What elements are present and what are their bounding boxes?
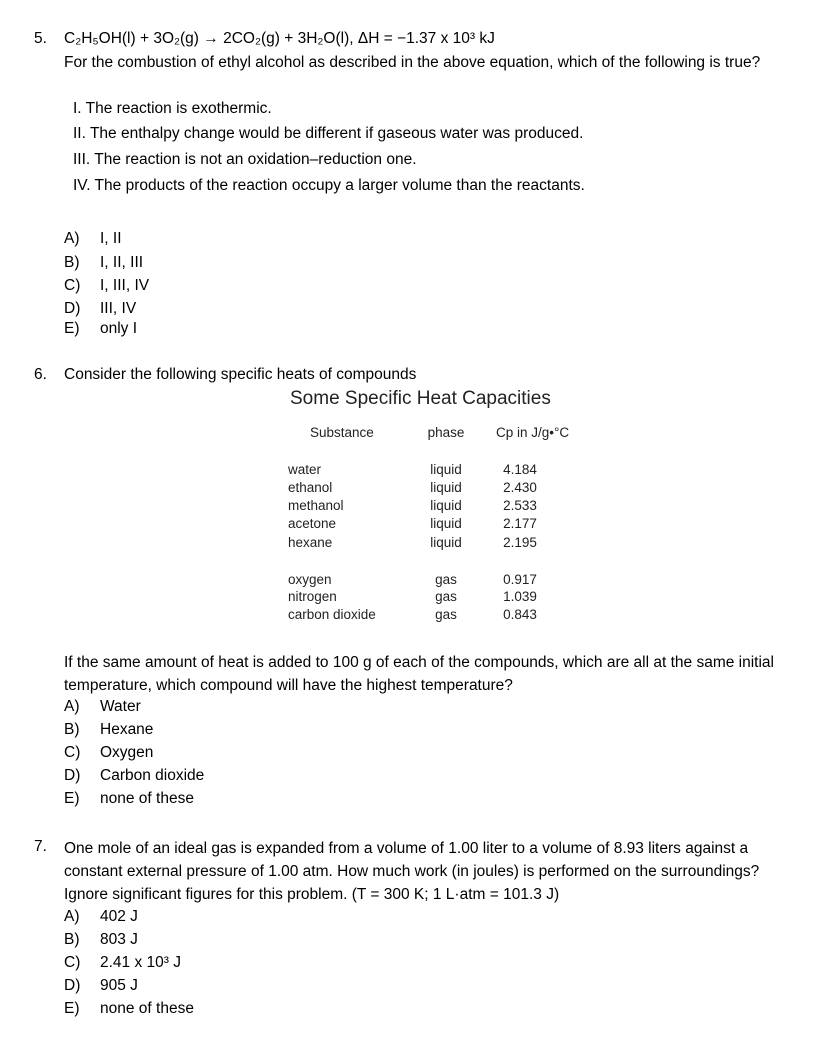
q5-number: 5. [34, 30, 47, 47]
option-text: none of these [100, 1000, 194, 1017]
q6-option-d[interactable] [64, 767, 204, 785]
option-letter: B) [64, 721, 80, 738]
table-cell-substance: carbon dioxide [288, 607, 376, 622]
option-text: III, IV [100, 300, 137, 317]
q5-equation: C₂H₅OH(l) + 3O₂(g) → 2CO₂(g) + 3H₂O(l), ΔH = −1.37 x 10³ kJ [64, 30, 495, 47]
q7-prompt: One mole of an ideal gas is expanded from a volume of 1.00 liter to a volume of 8.93 liters against a constant external pressure of 1.00 atm. How much work (in joules) is performed on the surroundings? Ignore significant figures for this problem. (T = 300 K; 1 L·atm = 101.3 J) [64, 840, 760, 903]
option-letter: E) [64, 320, 80, 337]
table-cell-phase: liquid [430, 498, 462, 513]
q5-statement: II. The enthalpy change would be different if gaseous water was produced. [73, 125, 584, 142]
q6-intro: Consider the following specific heats of compounds [64, 366, 417, 383]
table-title: Some Specific Heat Capacities [290, 388, 551, 409]
option-text: only I [100, 320, 138, 337]
option-letter: B) [64, 254, 80, 271]
q5-prompt: For the combustion of ethyl alcohol as described in the above equation, which of the following is true? [64, 54, 761, 71]
table-cell-phase: gas [435, 572, 457, 587]
q5-statement: I. The reaction is exothermic. [73, 100, 272, 117]
table-cell-substance: ethanol [288, 480, 333, 495]
table-header-cp: Cp in J/g•°C [496, 425, 570, 440]
q6-option-e[interactable] [64, 790, 194, 808]
option-letter: D) [64, 767, 81, 784]
option-letter: A) [64, 230, 80, 247]
table-cell-substance: hexane [288, 535, 333, 550]
table-cell-cp: 2.195 [503, 535, 537, 550]
table-cell-cp: 1.039 [503, 589, 537, 604]
option-text: Water [100, 698, 141, 715]
option-letter: A) [64, 698, 80, 715]
option-letter: B) [64, 931, 80, 948]
table-cell-cp: 0.917 [503, 572, 537, 587]
option-text: Oxygen [100, 744, 154, 761]
q6-option-a[interactable] [64, 698, 141, 716]
table-cell-phase: gas [435, 589, 457, 604]
table-cell-cp: 0.843 [503, 607, 537, 622]
q5-statement: IV. The products of the reaction occupy a larger volume than the reactants. [73, 177, 585, 194]
table-cell-substance: acetone [288, 516, 337, 531]
option-text: I, III, IV [100, 277, 150, 294]
table-cell-substance: methanol [288, 498, 344, 513]
option-text: 803 J [100, 931, 138, 948]
table-cell-phase: liquid [430, 516, 462, 531]
q7-option-e[interactable] [64, 1000, 194, 1018]
q7-number: 7. [34, 838, 47, 855]
option-letter: C) [64, 954, 81, 971]
table-cell-cp: 2.533 [503, 498, 537, 513]
table-cell-cp: 2.177 [503, 516, 537, 531]
option-text: I, II, III [100, 254, 144, 271]
option-text: 905 J [100, 977, 138, 994]
q7-option-d[interactable] [64, 977, 138, 995]
table-cell-phase: gas [435, 607, 457, 622]
option-letter: E) [64, 1000, 80, 1017]
q5-option-b[interactable] [64, 254, 143, 272]
table-cell-cp: 4.184 [503, 462, 537, 477]
option-text: 2.41 x 10³ J [100, 954, 181, 971]
q6-number: 6. [34, 366, 47, 383]
option-text: none of these [100, 790, 194, 807]
q7-option-a[interactable] [64, 908, 138, 926]
table-header-substance: Substance [310, 425, 374, 440]
option-letter: D) [64, 977, 81, 994]
q5-statement: III. The reaction is not an oxidation–reduction one. [73, 151, 417, 168]
q6-option-c[interactable] [64, 744, 153, 762]
option-letter: E) [64, 790, 80, 807]
q5-option-e[interactable] [64, 320, 137, 338]
table-header-phase: phase [427, 425, 465, 440]
table-cell-phase: liquid [430, 462, 462, 477]
table-cell-substance: water [288, 462, 322, 477]
q6-prompt: If the same amount of heat is added to 100 g of each of the compounds, which are all at the same initial temperature, which compound will have the highest temperature? [64, 654, 774, 694]
q5-option-a[interactable] [64, 230, 122, 248]
option-letter: C) [64, 744, 81, 761]
q7-option-b[interactable] [64, 931, 138, 949]
table-cell-phase: liquid [430, 535, 462, 550]
q7-option-c[interactable] [64, 954, 181, 972]
option-text: Carbon dioxide [100, 767, 205, 784]
q5-option-d[interactable] [64, 300, 136, 318]
option-text: Hexane [100, 721, 154, 738]
q5-option-c[interactable] [64, 277, 149, 295]
option-text: I, II [100, 230, 122, 247]
option-text: 402 J [100, 908, 138, 925]
option-letter: D) [64, 300, 81, 317]
option-letter: C) [64, 277, 81, 294]
table-cell-cp: 2.430 [503, 480, 537, 495]
table-cell-substance: nitrogen [288, 589, 337, 604]
option-letter: A) [64, 908, 80, 925]
table-cell-substance: oxygen [288, 572, 332, 587]
table-cell-phase: liquid [430, 480, 462, 495]
q6-option-b[interactable] [64, 721, 153, 739]
